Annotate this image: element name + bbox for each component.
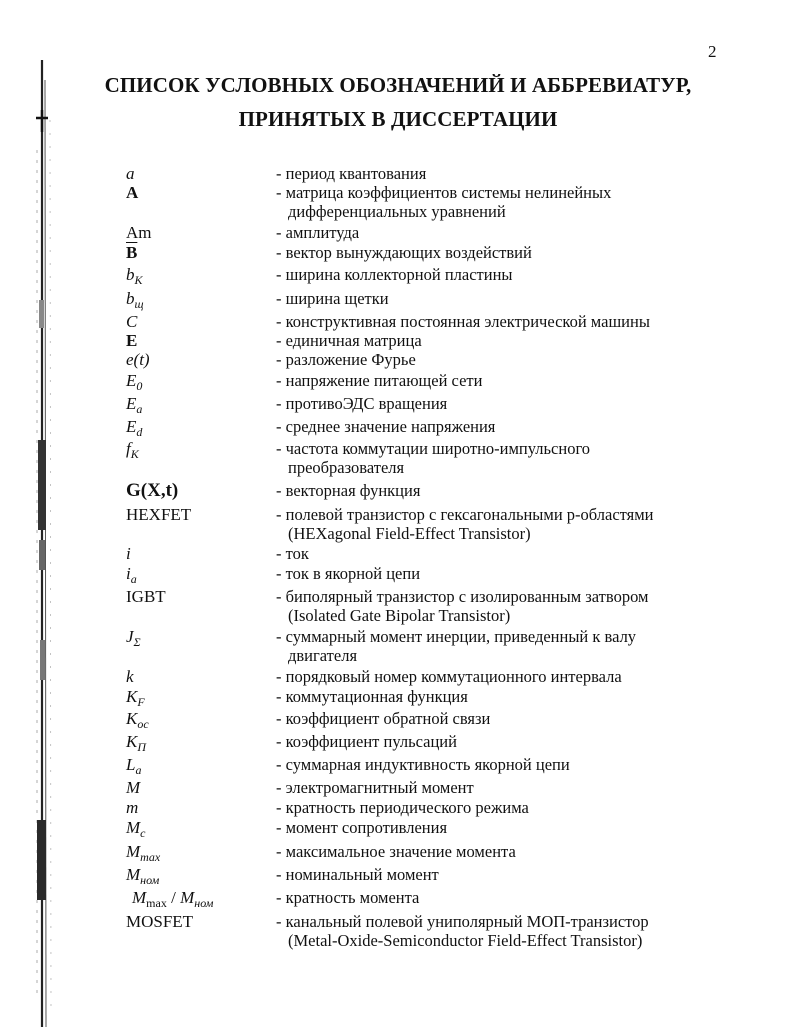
symbol-text: Am [126, 223, 152, 242]
definition [276, 394, 716, 413]
symbol-text: C [126, 312, 138, 331]
symbol-text-2: M [180, 888, 195, 907]
definition-line: - ширина коллекторной пластины [276, 265, 513, 284]
symbol [126, 798, 138, 817]
symbol [126, 709, 149, 731]
definition [276, 350, 716, 369]
page-title-continued: ПРИНЯТЫХ В ДИССЕРТАЦИИ [238, 107, 558, 131]
definition-line: - максимальное значение момента [276, 842, 516, 861]
symbol-text: K [126, 732, 138, 751]
definition [276, 371, 716, 390]
definition-line: - порядковый номер коммутационного интервала [276, 667, 622, 686]
symbol-text: E [126, 394, 137, 413]
symbol [132, 888, 214, 910]
symbol-text: K [126, 687, 138, 706]
symbol-text: L [126, 755, 136, 774]
symbol-text: M [126, 818, 141, 837]
symbol [126, 371, 143, 393]
symbol-subscript: a [130, 572, 137, 586]
symbol-text: E [126, 371, 137, 390]
symbol [126, 417, 143, 439]
definition-line: - векторная функция [276, 481, 421, 500]
definition-line: - матрица коэффициентов системы нелинейных [276, 183, 612, 202]
definition-continuation: дифференциальных уравнений [288, 202, 506, 221]
symbol-text: i [126, 544, 131, 563]
symbol-subscript: ном [140, 873, 160, 887]
definition-line: - суммарная индуктивность якорной цепи [276, 755, 570, 774]
definition-line: - электромагнитный момент [276, 778, 474, 797]
definition-line: - вектор вынуждающих воздействий [276, 243, 532, 262]
symbol [126, 312, 137, 331]
symbol-subscript: ос [137, 717, 149, 731]
definition-line: - единичная матрица [276, 331, 422, 350]
definition-continuation: (Metal-Oxide-Semiconductor Field-Effect Transistor) [288, 931, 643, 950]
symbol [126, 505, 191, 524]
symbol-text: IGBT [126, 587, 166, 606]
symbol [126, 544, 131, 563]
definition [276, 481, 716, 500]
symbol-subscript: max [140, 850, 161, 864]
symbol-text: HEXFET [126, 505, 192, 524]
symbol-subscript-2: ном [194, 896, 214, 910]
definition [276, 755, 716, 774]
definition [276, 544, 716, 563]
symbol [126, 732, 147, 754]
symbol [126, 687, 145, 709]
definition [276, 709, 716, 728]
symbol-text: b [126, 265, 135, 284]
symbol [126, 842, 161, 864]
symbol [126, 439, 139, 461]
definition-continuation: двигателя [288, 646, 358, 665]
symbol [126, 394, 143, 416]
definition [276, 888, 716, 907]
symbol [126, 912, 193, 931]
definition-continuation: преобразователя [288, 458, 405, 477]
symbol-text: A [126, 183, 139, 202]
symbol-text: M [126, 865, 141, 884]
page-title: СПИСОК УСЛОВНЫХ ОБОЗНАЧЕНИЙ И АББРЕВИАТУР, [104, 73, 692, 97]
definition [276, 564, 716, 583]
definition-line: - канальный полевой униполярный МОП-транзистор [276, 912, 649, 931]
symbol-text: E [126, 331, 138, 350]
definition-line: - кратность периодического режима [276, 798, 529, 817]
symbol-subscript: a [136, 402, 143, 416]
definition-line: - коммутационная функция [276, 687, 468, 706]
definition [276, 331, 716, 350]
symbol-subscript: щ [134, 297, 144, 311]
symbol-subscript: max [146, 896, 167, 910]
symbol [126, 667, 134, 686]
symbol-text: m [126, 798, 139, 817]
definition-line: - ток [276, 544, 309, 563]
symbol [126, 818, 146, 840]
definition-line: - полевой транзистор с гексагональными р-областями [276, 505, 654, 524]
symbol-subscript: d [136, 425, 143, 439]
symbol-text: K [126, 709, 138, 728]
symbol-subscript: П [137, 740, 147, 754]
symbol [126, 223, 152, 242]
definition [276, 627, 716, 665]
definition-line: - коэффициент пульсаций [276, 732, 457, 751]
definition-line: - биполярный транзистор с изолированным затвором [276, 587, 649, 606]
symbol-text: MOSFET [126, 912, 194, 931]
symbol-subscript: c [140, 826, 146, 840]
symbol [126, 243, 137, 262]
definition-continuation: (Isolated Gate Bipolar Transistor) [288, 606, 511, 625]
symbol [126, 350, 150, 369]
page-number: 2 [708, 42, 717, 61]
symbol-text: f [126, 439, 131, 458]
symbol-text: $\overline{B}$ [126, 243, 138, 262]
symbol [126, 289, 144, 311]
definition-line: - противоЭДС вращения [276, 394, 448, 413]
symbol-subscript: Σ [133, 635, 141, 649]
definition [276, 289, 716, 308]
symbol-text: i [126, 564, 131, 583]
symbol [126, 564, 137, 586]
symbol-subscript: К [134, 273, 143, 287]
definition [276, 842, 716, 861]
symbol [126, 481, 178, 500]
symbol [126, 627, 141, 649]
definition [276, 417, 716, 436]
definition-line: - амплитуда [276, 223, 360, 242]
definition [276, 687, 716, 706]
definition [276, 223, 716, 242]
definition-line: - коэффициент обратной связи [276, 709, 491, 728]
symbol-text: G(X,t) [126, 480, 179, 501]
definition [276, 439, 716, 477]
definition [276, 265, 716, 284]
symbol [126, 778, 140, 797]
symbol-subscript: К [130, 447, 139, 461]
symbol-subscript: a [135, 763, 142, 777]
symbol-text: a [126, 164, 135, 183]
definition [276, 778, 716, 797]
symbol [126, 587, 166, 606]
definition [276, 865, 716, 884]
definition [276, 164, 716, 183]
symbol [126, 164, 135, 183]
definition-line: - частота коммутации широтно-импульсного [276, 439, 591, 458]
symbol-subscript: 0 [136, 379, 143, 393]
symbol-text: E [126, 417, 137, 436]
definition-line: - суммарный момент инерции, приведенный к валу [276, 627, 637, 646]
definition-line: - напряжение питающей сети [276, 371, 483, 390]
definition-line: - момент сопротивления [276, 818, 448, 837]
symbol-subscript: F [137, 695, 145, 709]
symbol-text: J [126, 627, 134, 646]
definition [276, 667, 716, 686]
definition-line: - ширина щетки [276, 289, 389, 308]
definition-line: - номинальный момент [276, 865, 439, 884]
definition [276, 798, 716, 817]
definition [276, 912, 716, 950]
symbol-text: k [126, 667, 134, 686]
definition-continuation: (HEXagonal Field-Effect Transistor) [288, 524, 531, 543]
symbol-text: M [126, 778, 141, 797]
symbol-text: b [126, 289, 135, 308]
definition [276, 312, 716, 331]
symbol-text: e(t) [126, 350, 150, 369]
definition [276, 183, 716, 221]
definition-line: - ток в якорной цепи [276, 564, 421, 583]
definition [276, 818, 716, 837]
definition [276, 505, 716, 543]
symbol-text: M [132, 888, 147, 907]
definition [276, 243, 716, 262]
definition [276, 732, 716, 751]
symbol-text: M [126, 842, 141, 861]
symbol [126, 755, 142, 777]
definition-line: - разложение Фурье [276, 350, 416, 369]
symbol [126, 183, 138, 202]
symbol [126, 865, 160, 887]
symbol [126, 265, 143, 287]
definition-line: - конструктивная постоянная электрической машины [276, 312, 650, 331]
ratio-slash: / [166, 888, 181, 907]
definition [276, 587, 716, 625]
definition-line: - период квантования [276, 164, 427, 183]
symbol [126, 331, 137, 350]
definition-line: - кратность момента [276, 888, 420, 907]
definition-line: - среднее значение напряжения [276, 417, 496, 436]
